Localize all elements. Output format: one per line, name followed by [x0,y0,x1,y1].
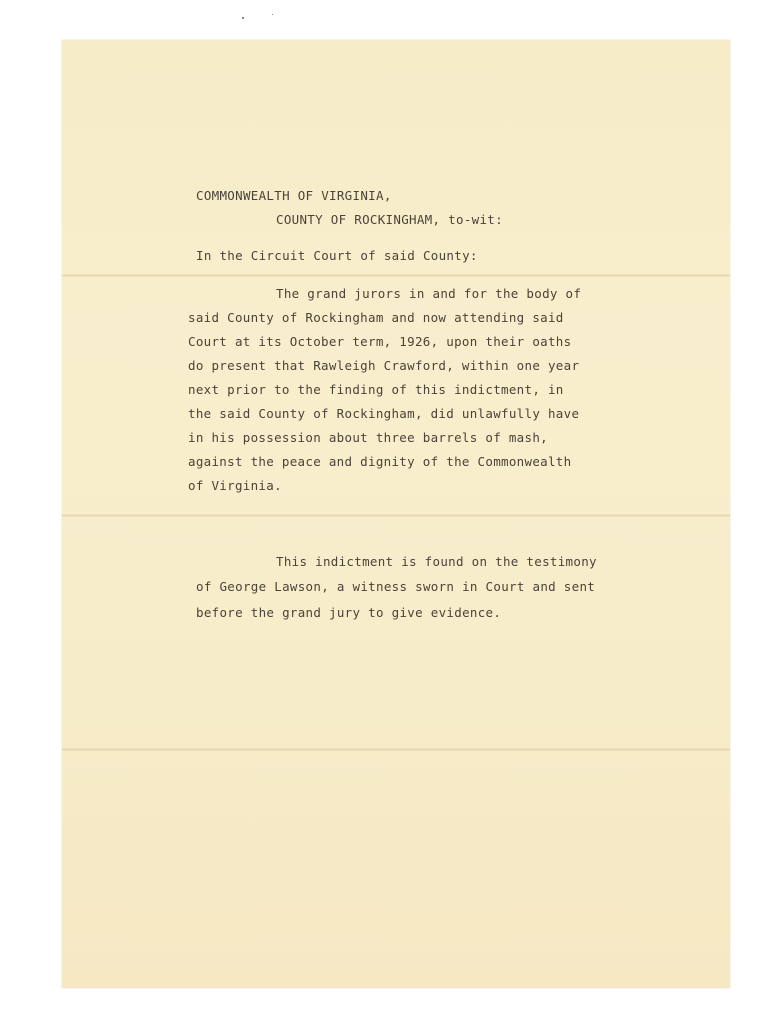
document-body [62,40,597,620]
paragraph1-line: next prior to the finding of this indictment, in [188,382,564,397]
paragraph1-line: the said County of Rockingham, did unlawfully have [188,406,580,421]
heading-county: COUNTY OF ROCKINGHAM, to-wit: [276,212,503,227]
ink-speck [242,17,244,19]
indictment-page [62,40,730,988]
fold-crease [62,514,730,517]
paragraph2-line: This indictment is found on the testimony [276,554,597,569]
fold-crease [62,748,730,751]
court-line: In the Circuit Court of said County: [196,248,478,263]
paragraph2-line: before the grand jury to give evidence. [196,605,502,620]
paragraph1-line: said County of Rockingham and now attending said [188,310,564,325]
heading-commonwealth: COMMONWEALTH OF VIRGINIA, [196,188,392,203]
paragraph1-line: of Virginia. [188,478,282,493]
paragraph2-line: of George Lawson, a witness sworn in Court and sent [196,579,596,594]
paragraph1-line: The grand jurors in and for the body of [276,286,582,301]
paragraph1-line: in his possession about three barrels of mash, [188,430,548,445]
paragraph1-line: against the peace and dignity of the Commonwealth [188,454,572,469]
ink-speck [272,14,273,15]
fold-crease [62,274,730,277]
paragraph1-line: do present that Rawleigh Crawford, within one year [188,358,580,373]
paragraph1-line: Court at its October term, 1926, upon their oaths [188,334,572,349]
